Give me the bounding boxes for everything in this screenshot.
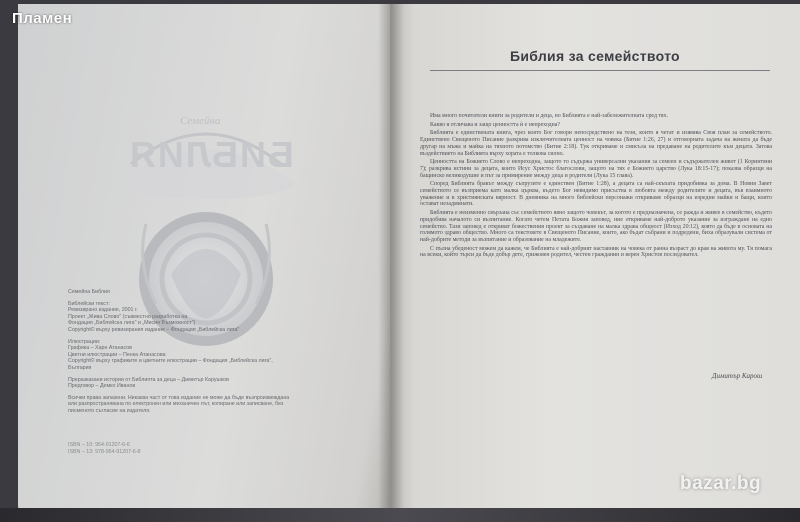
- imprint-line: Библейски текст:: [68, 300, 110, 307]
- imprint-line: Copyright© върху ревизирания издание – Фондация „Библейска лига": [68, 326, 240, 333]
- imprint-line: Графика – Харн Атанасов: [68, 345, 132, 352]
- imprint-line: Семейна Библия: [68, 289, 110, 295]
- marketplace-logo: bazar.bg: [680, 473, 762, 494]
- isbn-line: ISBN – 10: 954-91207-6-6: [68, 442, 130, 448]
- imprint-block: [68, 289, 318, 415]
- preface-paragraph: Библията е неизменно свързана със семейството явно защото човекът, за когото е предназначена, се ражда и живее в семейство, където придобива началото си възпитание. Когато четем Петата Божия заповед, ние откриваме най-доброто указание за изграждане на едно семейство. Тази заповед е откриват божествения проект за създаване на малка здрава общност (Изход 20:12), която да бъде в основата на голямото здраво общество. Много са текстовете в Свещеното Писание, които, ако бъдат събрани и подредени, биха образували система от най-добрите методи за възпитание и образование на младежите.: [420, 210, 772, 243]
- preface-paragraph: С пълна убеденост можем да кажем, че Библията е най-добрият наставник на човека от ранна възраст до края на живота му. Тя помага на всеки, който търси да бъде добър дете, грижовен родител, честен гражданин и верен Христов последовател.: [420, 245, 772, 259]
- book-bottom-edge: [0, 508, 800, 522]
- imprint-line: Проект „Жива Слово" (съвместно разработка на: [68, 313, 188, 320]
- imprint-line: Предговор – Демко Иванов: [68, 383, 136, 390]
- imprint-line: Цветни илюстрации – Пенка Атанасова: [68, 351, 166, 358]
- preface-paragraph: Какво я отличава и защо ценността ѝ е непреходна?: [430, 121, 561, 128]
- imprint-line: Copyright© върху графиките и цветните илюстрации – Фондация „Библейска лига",: [68, 358, 273, 365]
- imprint-line: Ревизирано издание, 2001 г.: [68, 307, 138, 314]
- preface-paragraph: Според Библията бракът между съпрузите е единствен (Битие 1:28), а децата са най-скъпата придобивка за дома. В Новия Завет семейството се възприема като малка църква, където Бог невидимо присъства в любовта между родителите и децата, във взаимното уважение и в християнската вярност. В дневника на много библейски персонажи откриваме образци на изредни майки и бащи, които остават незадминати.: [420, 181, 772, 208]
- imprint-line: Всички права запазени. Никаква част от това издание не може да бъде възпроизвеждана: [68, 394, 290, 401]
- isbn-line: ISBN – 13: 978-954-91207-6-8: [68, 449, 141, 455]
- photo-watermark: Пламен: [12, 10, 73, 27]
- emblem-title: БИБЛИЯ: [128, 134, 294, 175]
- spine-shadow: [378, 4, 404, 512]
- preface-text: [420, 113, 772, 261]
- page-title: Библия за семейството: [510, 48, 680, 64]
- imprint-line: или разпространявана по електронен или механичен път, копиране или записване, без: [68, 401, 284, 408]
- left-page: [18, 4, 390, 512]
- imprint-line: България: [68, 364, 92, 371]
- imprint-line: Преразказани истории от Библията за деца – Димитър Карушков: [68, 376, 229, 383]
- imprint-line: Фондация „Библейска лига" и „Мисия Възможност"): [68, 320, 196, 327]
- emblem-small-title: Семейна: [180, 115, 221, 127]
- imprint-line: Илюстрации:: [68, 338, 101, 345]
- author-signature: Димитър Карош: [712, 372, 763, 380]
- preface-paragraph: Има много почитатели книги за родители и деца, но Библията е най-забележителната сред тях.: [430, 113, 669, 119]
- imprint-line: писменото съгласие на издателя.: [68, 407, 151, 414]
- preface-paragraph: Ценността на Божието Слово е непреходна, защото то съдържа универсални указания за семеен и съдържателен живот (1 Коринтяни 7); разкрива истини за децата, които Исус Христос благослови, защото на тях е Божието царство (Лука 18:15-17); показва образци на бащинско великодушие и път за примирение между деца и родители (Лука 15 глава).: [420, 159, 772, 179]
- isbn-block: [68, 442, 140, 456]
- preface-paragraph: Библията е единствената книга, чрез която Бог говори непосредствено на тези, които я четат и изявява Своя план за семейството. Единствено Свещеното Писание разкрива изключителната ценност на човека (Битие 1:26, 27) и отговорната задача на жената да бъде другар на мъжа и майка на тяхното потомство (Битие 2:18). Тук откриваме и смисъла на предаване на родителите към децата. Затова въздействието на Библията върху хората е толкова силно.: [420, 130, 772, 157]
- title-divider: [430, 70, 770, 71]
